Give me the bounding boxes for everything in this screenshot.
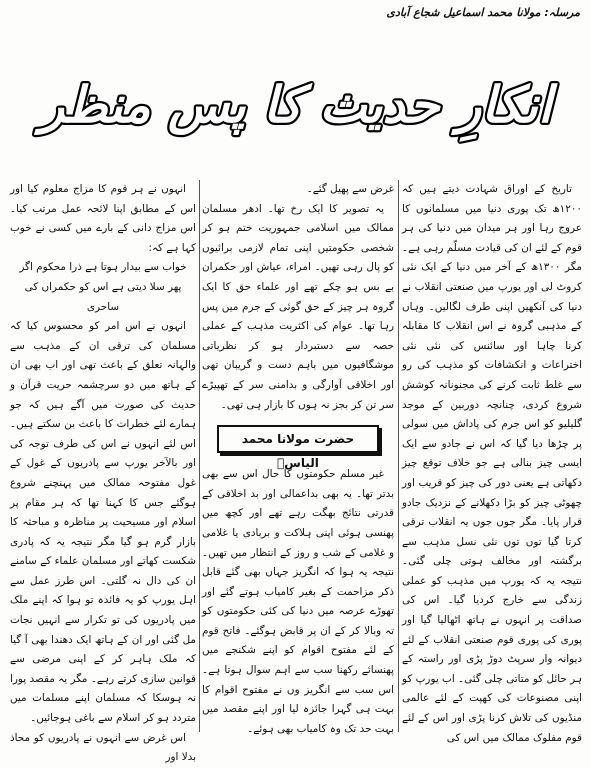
paragraph: اس غرض سے انہوں نے پادریوں کو محاذ بدلا اور — [10, 731, 196, 764]
headline-svg — [40, 62, 552, 152]
paragraph: غرض سے پھیل گئے۔ — [306, 183, 394, 195]
paragraph: انہوں نے اس امر کو محسوس کیا کہ مسلمان کی ترقی ان کے مذہب سے والہانہ تعلق کے باعث تھی اور اب بھی ان کے ہاتھ میں دو سرچشمہ حریت قرآن و حدیث کی صورت میں آگے ہیں کہ جو ہمارے لئے خطرات کا باعث بن سکتے ہیں۔ اس لئے انہوں نے اس کی طرف توجہ کی اور بالآخر یورپ سے پادریوں کے غول کے غول مفتوحہ ممالک میں پہنچنے شروع ہوگئے جس کا کہنا تھا کہ ہر مقام پر اسلام اور مسیحیت پر مناظرہ و مباحثہ کا بازار گرم ہو گیا مگر نتیجہ یہ کہ پادری شکست کھاتے اور مسلمان علماء کے سامنے ان کی دال نہ گلتی۔ اس طرز عمل سے اہل یورپ کو یہ فائدہ تو ہوا کہ اپنے ملک میں پادریوں کی تو تکرار سے انہیں نجات مل گئی اور ان کے ہاتھ ایک دھندا بھی آ گیا کہ ملک ہاہر کر کے اپنی مرضی سے قوانین سازی کرتے رہے۔ مگر یہ مقصد پورا نہ ہوسکا کہ مسلمان اپنے مسلمات میں متردد ہو کر اسلام سے باغی ہوجائیں۔ — [10, 320, 196, 725]
article-column-middle — [202, 180, 394, 735]
paragraph: تاریخ کے اوراق شہادت دیتے ہیں کہ ۱۲۰۰ھ تک پوری دنیا میں مسلمانوں کا عروج رہا اور ہر میدان میں دنیا کی ہر قوم کے لئے ان کی قیادت مسلّم رہی ہے۔ مگر ۱۳۰۰ھ کے آخر میں دنیا کے ایک نئی کروٹ لی اور یورپ میں صنعتی انقلاب نے دنیا کی آنکھیں اپنی طرف لگالیں۔ وہاں کے مذہبی گروہ نے اس انقلاب کا مقابلہ کرنا چاہا اور سائنس کی نئی نئی اختراعات و انکشافات کو مذہب کی رو سے غلط ثابت کرنے کی مجنونانہ کوشش شروع کردی، چنانچہ دوربین کے موجد گلیلیو کو اس جرم کی پاداش میں سولی پر چڑھا دیا گیا کہ اس نے جادو سے ایک ایسی چیز بنالی ہے جو خلاف توقع چیز دکھاتی ہے یعنی دور کی چیز کو قریب اور چھوٹی چیز کو بڑا دکھلانے کے نزدیک جادو قرار پایا۔ مگر جوں جوں یہ انقلاب ترقی کرتا گیا توں توں نئی نسل مذہب سے برگشتہ اور مخالف ہوتی چلی گئی۔ نتیجہ یہ کہ یورپ میں مذہب کو عملی زندگی سے خارج کردیا گیا۔ اس کی صداقت پر انہوں نے ہاتھ اٹھالیا گیا اور پوری کی پوری قوم صنعتی انقلاب کے لئے دیوانہ وار سرپٹ دوڑ پڑی اور راستہ کے ہر حائل کو متاتی چلی گئی۔ اب یورپ کو اپنی مصنوعات کی کھپت کے لئے عالمی منڈیوں کی تلاش کرنا پڑی اور اس کے لئے قوم مفلوک ممالک میں اس کی — [402, 183, 582, 744]
byline: مرسلہ: مولانا محمد اسماعیل شجاع آبادی — [386, 6, 580, 19]
paragraph: یہ تصویر کا ایک رخ تھا۔ ادھر مسلمان ممالک میں اسلامی جمہوریت ختم ہو کر شخصی حکومتیں اپنی تمام لازمی برائیوں کو پال رہی تھیں۔ امراء، عیاش اور حکمران بے بس ہو چکے تھے اور علماء حق کا ایک گروہ ہر چیز کے حق گوئی کے جرم میں پس رہا تھا۔ عوام کی اکثریت مذہب کے عملی حصہ سے دستبردار ہو کر نظریاتی موشگافیوں میں باہم دست و گریبان تھی اور اخلاقی آوارگی و بدامنی سر کے تھپیڑے سر تن کر بجز نہ ہوں کا بازار ہی تھی۔ — [202, 202, 394, 411]
column-divider — [199, 180, 200, 732]
paragraph: انہوں نے ہر قوم کا مزاج معلوم کیا اور اس کے مطابق اپنا لائحہ عمل مرتب کیا۔ اس مزاج دانی کے بارے میں کسی نے خوب کہا ہے کہ: — [10, 183, 196, 254]
author-attribution-box: حضرت مولانا محمد الیاسؒ — [217, 425, 379, 453]
verse-line: خواب سے بیدار ہوتا ہے ذرا محکوم اگر — [19, 261, 187, 274]
verse-line: پھر سلا دیتی ہے اس کو حکمراں کی ساحری — [24, 280, 182, 313]
headline: انکارِ حدیث کا پس منظر — [40, 76, 552, 134]
paragraph: غیر مسلم حکومتوں کا حال اس سے بھی بدتر تھا۔ یہ بھی بداعمالی اور بد اخلاقی کے قدرتی نتائج بھگت رہے تھے اور کچھ میں پھنسی ہوئی اپنی ہلاکت و بربادی یا غلامی و غلامی کے شب و روز کے انتظار میں تھیں۔ نتیجہ یہ ہوا کہ انگریز جہاں بھی گئے قابل ذکر مزاحمت کے بغیر کامیاب ہوتے گئے اور تھوڑے عرصہ میں دنیا کی کئی حکومتوں کو تہ وبالا کر کے ان پر قابض ہوگئے۔ فاتح قوم کے لئے مفتوح اقوام کو اپنے شکنجے میں پھنسائے رکھنا سب سے اہم سوال ہوتا ہے۔ اس سب سے انگریز وں نے مفتوح اقوام کا بہت ہی گہرا جائزہ لیا اور اپنے مقصد میں بہت حد تک وہ کامیاب بھی ہوئے۔ — [202, 468, 394, 735]
article-column-left — [10, 180, 196, 764]
headline-banner — [40, 62, 552, 152]
column-divider — [398, 180, 399, 732]
article-column-right — [402, 180, 582, 744]
